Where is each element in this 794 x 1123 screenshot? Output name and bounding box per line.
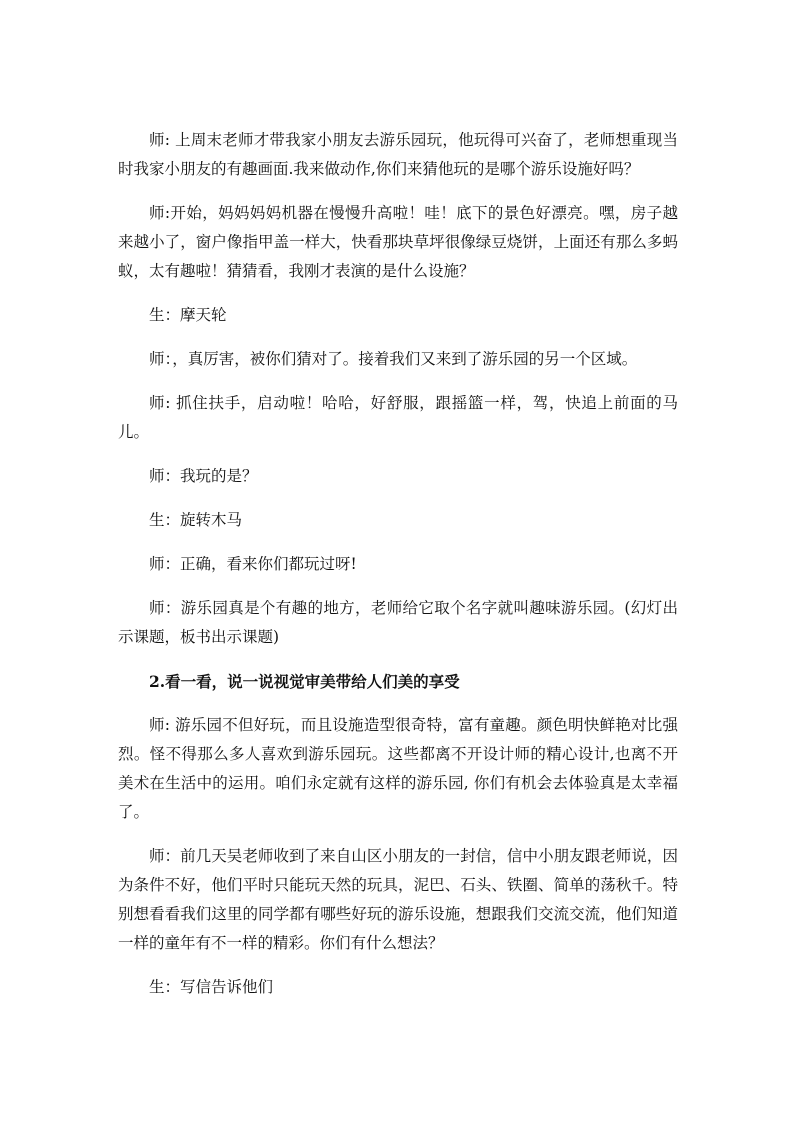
paragraph-12: 师：前几天吴老师收到了来自山区小朋友的一封信，信中小朋友跟老师说，因为条件不好，他们平时只能玩天然的玩具，泥巴、石头、铁圈、简单的荡秋千。特别想看看我们这里的同学都有哪些好玩的游乐设施，想跟我们交流交流，他们知道一样的童年有不一样的精彩。你们有什么想法？ (118, 847, 678, 952)
paragraph-3: 生：摩天轮 (149, 306, 227, 324)
paragraph-13: 生：写信告诉他们 (149, 978, 274, 996)
paragraph-7: 生：旋转木马 (149, 511, 243, 529)
paragraph-1: 师: 上周末老师才带我家小朋友去游乐园玩，他玩得可兴奋了，老师想重现当时我家小朋友的有趣画面.我来做动作,你们来猜他玩的是哪个游乐设施好吗？ (118, 131, 678, 178)
section-heading: 2.看一看，说一说视觉审美带给人们美的享受 (149, 672, 460, 691)
paragraph-9: 师：游乐园真是个有趣的地方，老师给它取个名字就叫趣味游乐园。(幻灯出示课题，板书出示课题) (118, 599, 678, 646)
paragraph-4: 师：，真厉害，被你们猜对了。接着我们又来到了游乐园的另一个区域。 (149, 350, 638, 368)
paragraph-6: 师：我玩的是？ (149, 467, 258, 485)
paragraph-2: 师:开始，妈妈妈妈机器在慢慢升高啦！哇！底下的景色好漂亮。嘿，房子越来越小了，窗户像指甲盖一样大，快看那块草坪很像绿豆烧饼，上面还有那么多蚂蚁，太有趣啦！猜猜看，我刚才表演的是什么设施？ (118, 204, 678, 280)
document-body (118, 126, 678, 1017)
paragraph-11: 师: 游乐园不但好玩，而且设施造型很奇特，富有童趣。颜色明快鲜艳对比强烈。怪不得那么多人喜欢到游乐园玩。这些都离不开设计师的精心设计,也离不开美术在生活中的运用。咱们永定就有这样的游乐园, 你们有机会去体验真是太幸福了。 (118, 716, 678, 821)
paragraph-5: 师: 抓住扶手，启动啦！哈哈，好舒服，跟摇篮一样，驾，快追上前面的马儿。 (118, 394, 678, 441)
paragraph-8: 师：正确，看来你们都玩过呀! (149, 555, 357, 573)
